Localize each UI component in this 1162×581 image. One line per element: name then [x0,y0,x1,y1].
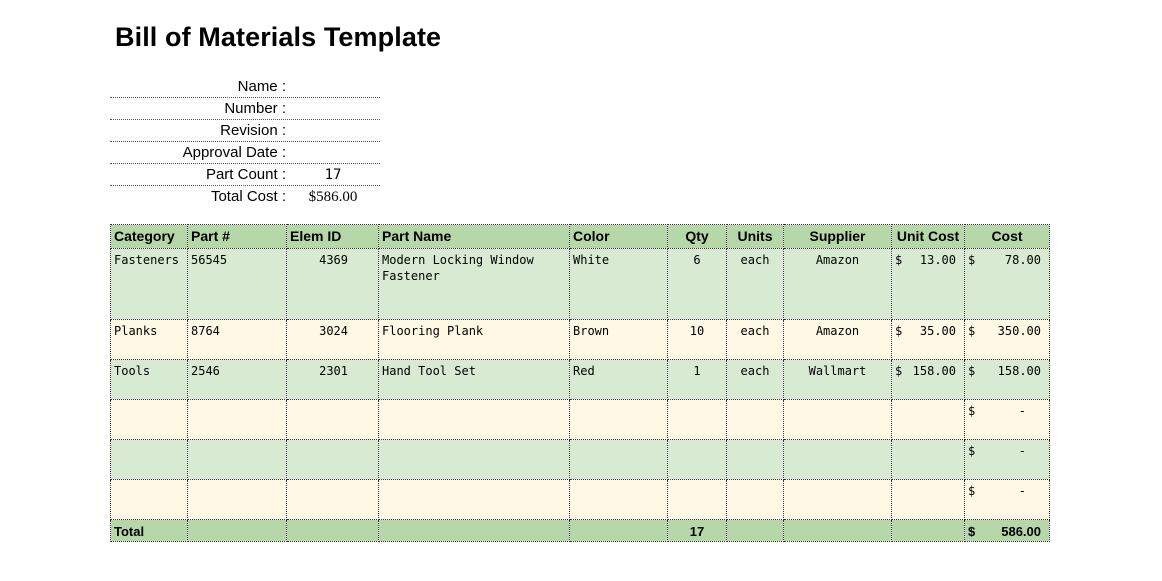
cell-qty[interactable]: 1 [668,360,727,400]
cell-qty[interactable] [668,400,727,440]
cell-part-name[interactable]: Hand Tool Set [379,360,570,400]
cell-unit-cost[interactable] [892,360,965,400]
cell-supplier[interactable] [784,440,892,480]
cell-units[interactable]: each [727,249,784,320]
cell-unit-cost[interactable] [892,440,965,480]
column-header-supplier[interactable]: Supplier [784,225,892,249]
cell-unit-cost[interactable] [892,400,965,440]
cell-color[interactable] [570,440,668,480]
column-header-part-no[interactable]: Part # [188,225,287,249]
currency-symbol: $ [895,253,903,267]
cell-part-no[interactable] [188,480,287,520]
cell-qty[interactable] [668,440,727,480]
currency-symbol: $ [968,484,976,498]
total-cell-empty [784,520,892,542]
cell-cost[interactable] [965,249,1050,320]
currency-symbol: $ [968,324,976,338]
cell-category[interactable]: Planks [111,320,188,360]
cell-color[interactable]: Brown [570,320,668,360]
cell-color[interactable]: Red [570,360,668,400]
meta-label: Name : [237,78,286,95]
cell-cost[interactable] [965,480,1050,520]
currency-symbol: $ [968,253,976,267]
cell-category[interactable] [111,480,188,520]
revision-field[interactable] [286,121,380,141]
total-cell-empty [188,520,287,542]
meta-row-revision [110,121,380,142]
meta-label: Part Count : [205,166,286,183]
cell-cost[interactable] [965,400,1050,440]
cell-qty[interactable]: 6 [668,249,727,320]
column-header-part-name[interactable]: Part Name [379,225,570,249]
meta-label: Total Cost : [210,188,286,205]
column-header-elem-id[interactable]: Elem ID [287,225,379,249]
cell-category[interactable]: Tools [111,360,188,400]
total-cell-empty [727,520,784,542]
meta-row-total-cost [110,187,380,207]
cell-supplier[interactable]: Amazon [784,320,892,360]
cell-part-no[interactable]: 8764 [188,320,287,360]
table-row [111,320,1050,360]
part-count-value[interactable]: 17 [324,167,342,183]
cell-elem-id[interactable] [287,440,379,480]
column-header-qty[interactable]: Qty [668,225,727,249]
cost-value: 350.00 [997,324,1041,338]
cell-color[interactable]: White [570,249,668,320]
cell-unit-cost[interactable] [892,320,965,360]
meta-label: Number : [224,100,286,117]
unit-cost-value: 158.00 [912,364,956,378]
table-row [111,440,1050,480]
cell-elem-id[interactable] [287,400,379,440]
cell-part-name[interactable]: Modern Locking Window Fastener [379,249,570,320]
column-header-units[interactable]: Units [727,225,784,249]
total-qty: 17 [668,520,727,542]
cell-units[interactable] [727,440,784,480]
cell-part-no[interactable] [188,400,287,440]
cell-cost[interactable] [965,320,1050,360]
total-cell-empty [570,520,668,542]
cell-cost[interactable] [965,360,1050,400]
cell-cost[interactable] [965,440,1050,480]
cell-elem-id[interactable]: 4369 [287,249,379,320]
page-title: Bill of Materials Template [115,22,442,52]
column-header-color[interactable]: Color [570,225,668,249]
column-header-unit-cost[interactable]: Unit Cost [892,225,965,249]
column-header-category[interactable]: Category [111,225,188,249]
total-row [111,520,1050,542]
table-row [111,480,1050,520]
cell-category[interactable] [111,400,188,440]
currency-symbol: $ [968,444,976,458]
cell-qty[interactable]: 10 [668,320,727,360]
currency-symbol: $ [968,404,976,418]
currency-symbol: $ [968,524,976,539]
column-header-cost[interactable]: Cost [965,225,1050,249]
cell-color[interactable] [570,400,668,440]
meta-row-part-count [110,165,380,186]
total-cost-amount: 586.00 [1001,524,1041,539]
currency-symbol: $ [895,364,903,378]
cost-value: - [1018,444,1026,458]
unit-cost-value: 35.00 [919,324,956,338]
cell-color[interactable] [570,480,668,520]
cell-category[interactable]: Fasteners [111,249,188,320]
cost-value: 158.00 [997,364,1041,378]
cell-elem-id[interactable] [287,480,379,520]
cost-value: - [1018,404,1026,418]
cell-units[interactable]: each [727,320,784,360]
bom-table [110,224,1050,542]
cell-supplier[interactable] [784,480,892,520]
table-row [111,249,1050,320]
currency-symbol: $ [968,364,976,378]
cell-part-no[interactable]: 2546 [188,360,287,400]
cell-category[interactable] [111,440,188,480]
table-header-row [111,225,1050,249]
meta-label: Approval Date : [182,144,286,161]
cell-unit-cost[interactable] [892,249,965,320]
meta-row-name [110,77,380,98]
meta-row-approval-date [110,143,380,164]
number-field[interactable] [286,99,380,119]
name-field[interactable] [286,77,380,97]
bom-meta-fields [110,77,380,208]
cell-part-no[interactable] [188,440,287,480]
meta-row-number [110,99,380,120]
cell-supplier[interactable] [784,400,892,440]
cell-units[interactable] [727,480,784,520]
total-cell-empty [892,520,965,542]
cell-part-name[interactable]: Flooring Plank [379,320,570,360]
total-cell-empty [287,520,379,542]
cell-unit-cost[interactable] [892,480,965,520]
table-row [111,400,1050,440]
unit-cost-value: 13.00 [919,253,956,267]
cell-supplier[interactable]: Amazon [784,249,892,320]
cell-units[interactable] [727,400,784,440]
table-row [111,360,1050,400]
cost-value: 78.00 [1004,253,1041,267]
cell-units[interactable]: each [727,360,784,400]
cost-value: - [1018,484,1026,498]
approval-date-field[interactable] [286,143,380,163]
cell-elem-id[interactable]: 2301 [287,360,379,400]
cell-part-name[interactable] [379,440,570,480]
currency-symbol: $ [895,324,903,338]
cell-qty[interactable] [668,480,727,520]
total-cost-value[interactable]: $586.00 [308,189,358,205]
cell-part-no[interactable]: 56545 [188,249,287,320]
cell-supplier[interactable]: Wallmart [784,360,892,400]
cell-part-name[interactable] [379,400,570,440]
total-label: Total [111,520,188,542]
cell-part-name[interactable] [379,480,570,520]
meta-label: Revision : [220,122,286,139]
cell-elem-id[interactable]: 3024 [287,320,379,360]
total-cost [965,520,1050,542]
total-cell-empty [379,520,570,542]
